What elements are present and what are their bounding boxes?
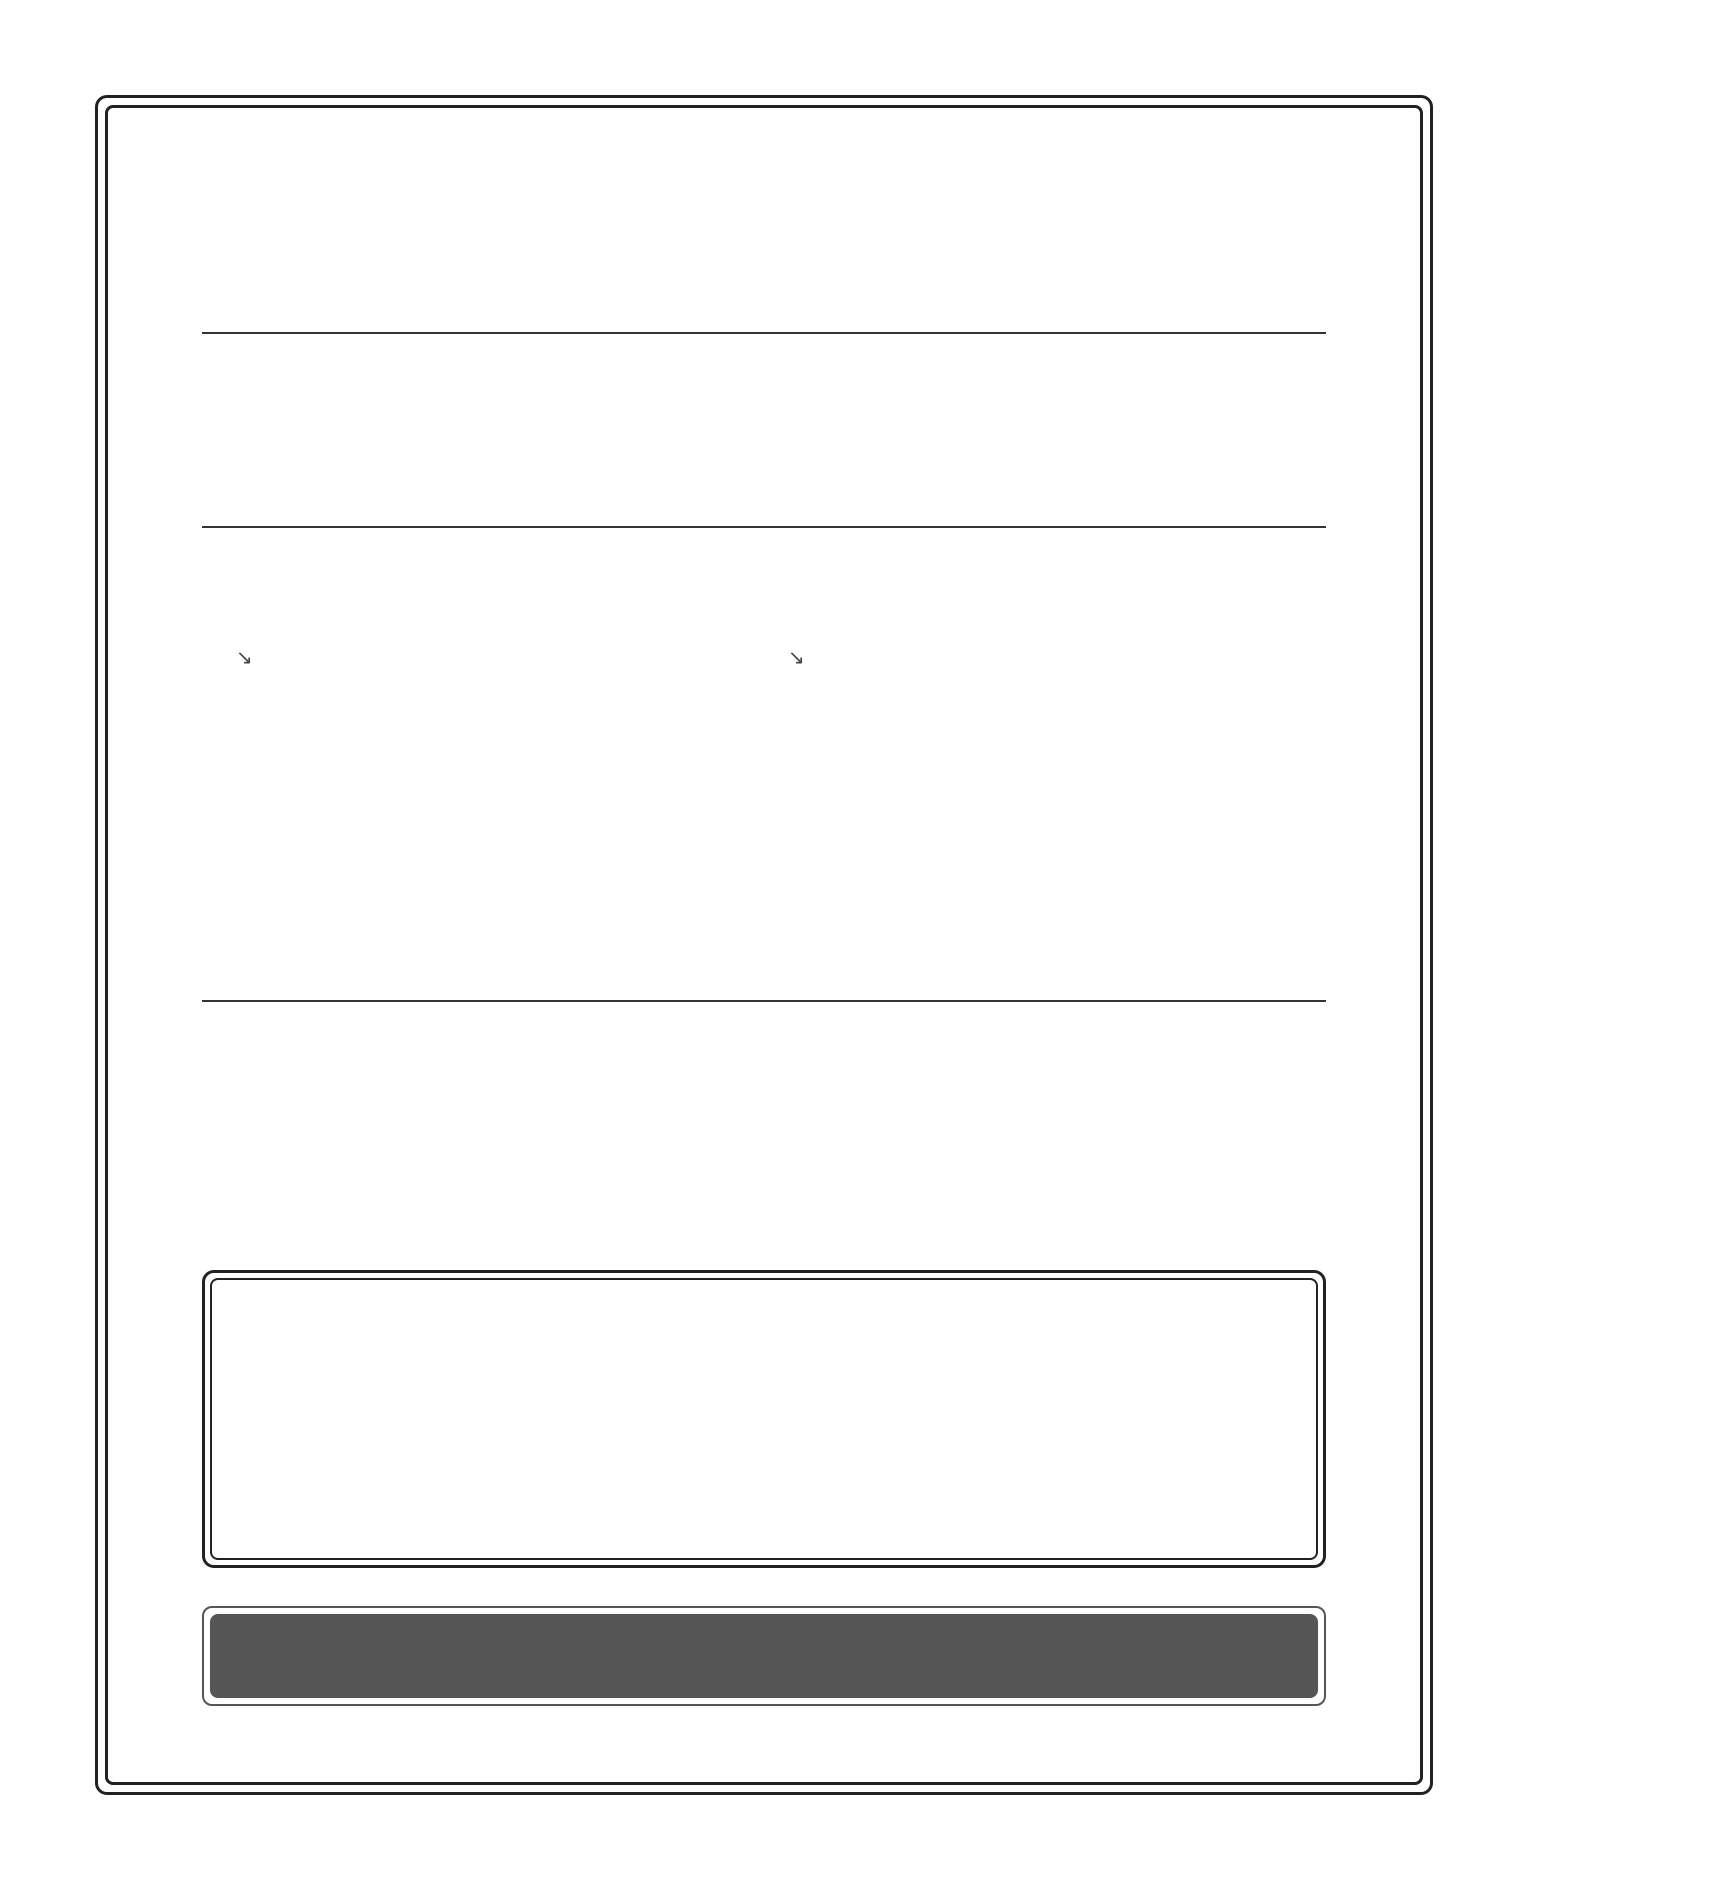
addition-label [788, 640, 813, 675]
divider [202, 1000, 1326, 1002]
addition-label [236, 640, 261, 675]
arrow-down-right-icon: ↘ [236, 647, 253, 669]
waffles-box-inner [210, 1278, 1318, 1560]
arrow-down-right-icon: ↘ [788, 647, 805, 669]
divider [202, 332, 1326, 334]
promo-banner [210, 1614, 1318, 1698]
divider [202, 526, 1326, 528]
